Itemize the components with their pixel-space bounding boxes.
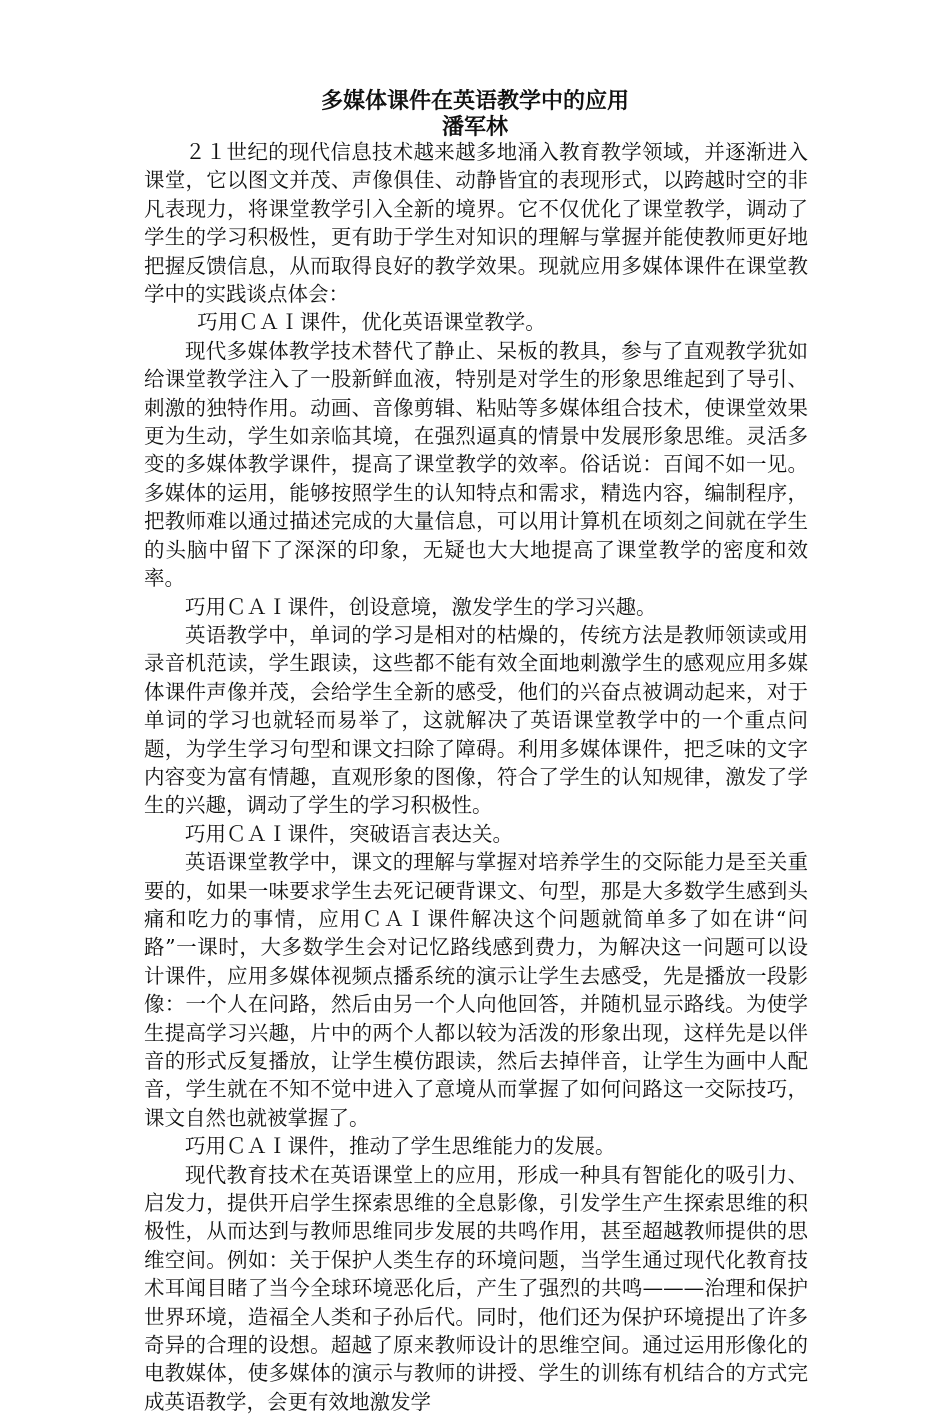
document-title: 多媒体课件在英语教学中的应用 (320, 88, 629, 114)
section-heading-3: 巧用ＣＡＩ课件，突破语言表达关。 (185, 821, 513, 846)
section-heading-1: 巧用ＣＡＩ课件，优化英语课堂教学。 (197, 310, 546, 335)
section-heading-4: 巧用ＣＡＩ课件，推动了学生思维能力的发展。 (185, 1134, 616, 1159)
document-author: 潘军林 (441, 114, 508, 140)
paragraph-intro: ２１世纪的现代信息技术越来越多地涌入教育教学领域，并逐渐进入课堂，它以图文并茂、声像俱佳、动静皆宜的表现形式，以跨越时空的非凡表现力，将课堂教学引入全新的境界。它不仅优化了课堂教学，调动了学生的学习积极性，更有助于学生对知识的理解与掌握并能使教师更好地把握反馈信息，从而取得良好的教学效果。现就应用多媒体课件在课堂教学中的实践谈点体会： (144, 140, 808, 307)
paragraph-section-3: 英语课堂教学中，课文的理解与掌握对培养学生的交际能力是至关重要的，如果一味要求学生去死记硬背课文、句型，那是大多数学生感到头痛和吃力的事情，应用ＣＡＩ课件解决这个问题就简单多了如在讲“问路”一课时，大多数学生会对记忆路线感到费力，为解决这一问题可以设计课件，应用多媒体视频点播系统的演示让学生去感受，先是播放一段影像：一个人在问路，然后由另一个人向他回答，并随机显示路线。为使学生提高学习兴趣，片中的两个人都以较为活泼的形象出现，这样先是以伴音的形式反复播放，让学生模仿跟读，然后去掉伴音，让学生为画中人配音，学生就在不知不觉中进入了意境从而掌握了如何问路这一交际技巧，课文自然也就被掌握了。 (144, 850, 808, 1130)
paragraph-section-1: 现代多媒体教学技术替代了静止、呆板的教具，参与了直观教学犹如给课堂教学注入了一股新鲜血液，特别是对学生的形象思维起到了导引、刺激的独特作用。动画、音像剪辑、粘贴等多媒体组合技术，使课堂效果更为生动，学生如亲临其境，在强烈逼真的情景中发展形象思维。灵活多变的多媒体教学课件，提高了课堂教学的效率。俗话说：百闻不如一见。多媒体的运用，能够按照学生的认知特点和需求，精选内容，编制程序，把教师难以通过描述完成的大量信息，可以用计算机在顷刻之间就在学生的头脑中留下了深深的印象，无疑也大大地提高了课堂教学的密度和效率。 (144, 338, 808, 591)
document-body (144, 138, 808, 1416)
paragraph-section-4: 现代教育技术在英语课堂上的应用，形成一种具有智能化的吸引力、启发力，提供开启学生探索思维的全息影像，引发学生产生探索思维的积极性，从而达到与教师思维同步发展的共鸣作用，甚至超越教师提供的思维空间。例如：关于保护人类生存的环境问题，当学生通过现代化教育技术耳闻目睹了当今全球环境恶化后，产生了强烈的共鸣———治理和保护世界环境，造福全人类和子孙后代。同时，他们还为保护环境提出了许多奇异的合理的设想。超越了原来教师设计的思维空间。通过运用形像化的电教媒体，使多媒体的演示与教师的讲授、学生的训练有机结合的方式完成英语教学，会更有效地激发学 (144, 1162, 808, 1414)
section-heading-2: 巧用ＣＡＩ课件，创设意境，激发学生的学习兴趣。 (185, 594, 657, 619)
paragraph-section-2: 英语教学中，单词的学习是相对的枯燥的，传统方法是教师领读或用录音机范读，学生跟读，这些都不能有效全面地刺激学生的感观应用多媒体课件声像并茂，会给学生全新的感受，他们的兴奋点被调动起来，对于单词的学习也就轻而易举了，这就解决了英语课堂教学中的一个重点问题，为学生学习句型和课文扫除了障碍。利用多媒体课件，把乏味的文字内容变为富有情趣，直观形象的图像，符合了学生的认知规律，激发了学生的兴趣，调动了学生的学习积极性。 (144, 622, 808, 818)
